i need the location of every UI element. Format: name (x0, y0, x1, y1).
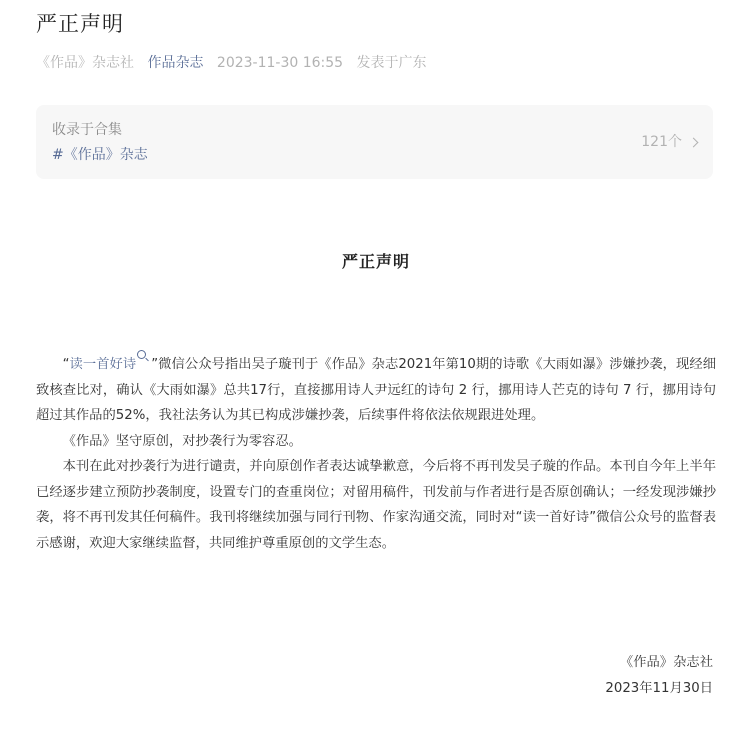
meta-location: 发表于广东 (356, 55, 427, 71)
collection-tag-link[interactable]: #《作品》杂志 (52, 147, 148, 163)
collection-label: 收录于合集 (52, 122, 122, 138)
statement-heading: 严正声明 (341, 252, 410, 271)
search-icon[interactable] (137, 350, 146, 359)
meta-account-link[interactable]: 作品杂志 (147, 55, 204, 71)
chevron-right-icon (689, 137, 699, 147)
paragraph-2: 《作品》坚守原创，对抄袭行为零容忍。 (62, 433, 302, 449)
collection-card[interactable] (36, 105, 713, 179)
article-title: 严正声明 (36, 12, 124, 36)
article-meta (36, 53, 436, 73)
open-quote: “ (62, 357, 70, 372)
meta-source: 《作品》杂志社 (36, 55, 134, 71)
paragraph-1-text: ”微信公众号指出吴子璇刊于《作品》杂志2021年第10期的诗歌《大雨如瀑》涉嫌抄袭，现经细致核查比对，确认《大雨如瀑》总共17行，直接挪用诗人尹远红的诗句 2 行，挪用诗人芒克的诗句 7 行，挪用诗句超过其作品的52%，我社法务认为其已构成涉嫌抄袭，后续事件将依法依规跟进处理。 (36, 357, 716, 423)
signature-org: 《作品》杂志社 (619, 655, 713, 670)
statement-body (36, 350, 716, 556)
paragraph-3: 本刊在此对抄袭行为进行谴责，并向原创作者表达诚挚歉意，今后将不再刊发吴子璇的作品。本刊自今年上半年已经逐步建立预防抄袭制度，设置专门的查重岗位；对留用稿件，刊发前与作者进行是否原创确认；一经发现涉嫌抄袭，将不再刊发其任何稿件。我刊将继续加强与同行刊物、作家沟通交流，同时对“读一首好诗”微信公众号的监督表示感谢，欢迎大家继续监督，共同维护尊重原创的文学生态。 (36, 459, 716, 551)
signature-date: 2023年11月30日 (605, 681, 713, 696)
collection-count[interactable] (641, 132, 697, 152)
paragraph-1 (36, 350, 716, 429)
search-link-text[interactable]: 读一首好诗 (69, 357, 137, 372)
signature (605, 650, 713, 702)
meta-datetime: 2023-11-30 16:55 (216, 55, 344, 71)
collection-count-text: 121个 (641, 134, 682, 150)
